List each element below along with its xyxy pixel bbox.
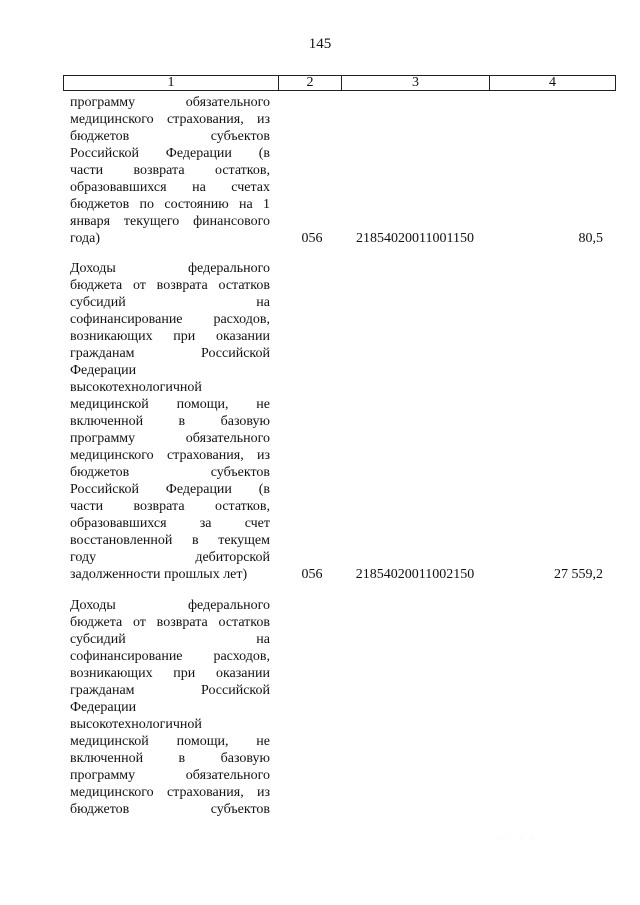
description-line: бюджета от возврата остатков bbox=[70, 615, 270, 630]
table-header-row bbox=[63, 75, 616, 91]
table-cell-amount: 80,5 bbox=[578, 231, 603, 246]
description-line: Российской Федерации (в bbox=[70, 482, 270, 497]
page-number: 145 bbox=[308, 36, 332, 52]
table-row-description bbox=[70, 260, 270, 583]
description-line: Федерации bbox=[70, 700, 137, 715]
table-cell-budget-code: 21854020011001150 bbox=[356, 231, 474, 246]
description-line: образовавшихся за счет bbox=[70, 516, 270, 531]
table-row-description bbox=[70, 94, 270, 247]
description-line: января текущего финансового bbox=[70, 214, 270, 229]
description-line: медицинской помощи, не bbox=[70, 397, 270, 412]
description-line: Федерации bbox=[70, 363, 137, 378]
column-header-3: 3 bbox=[342, 76, 490, 90]
description-line: части возврата остатков, bbox=[70, 499, 270, 514]
description-line: гражданам Российской bbox=[70, 346, 270, 361]
description-line: субсидий на bbox=[70, 295, 270, 310]
description-line: году дебиторской bbox=[70, 550, 270, 565]
description-line: медицинской помощи, не bbox=[70, 734, 270, 749]
description-line: субсидий на bbox=[70, 632, 270, 647]
table-cell-code: 056 bbox=[301, 567, 323, 582]
column-header-2: 2 bbox=[279, 76, 342, 90]
description-line: софинансирование расходов, bbox=[70, 312, 270, 327]
table-cell-code: 056 bbox=[301, 231, 323, 246]
table-cell-budget-code: 21854020011002150 bbox=[355, 567, 475, 582]
description-line: гражданам Российской bbox=[70, 683, 270, 698]
description-line: бюджетов субъектов bbox=[70, 802, 270, 817]
description-line: бюджетов по состоянию на 1 bbox=[70, 197, 270, 212]
description-line: задолженности прошлых лет) bbox=[70, 567, 248, 582]
description-line: медицинского страхования, из bbox=[70, 785, 270, 800]
table-row-description bbox=[70, 597, 270, 818]
description-line: медицинского страхования, из bbox=[70, 112, 270, 127]
description-line: бюджетов субъектов bbox=[70, 465, 270, 480]
description-line: возникающих при оказании bbox=[70, 666, 270, 681]
description-line: программу обязательного bbox=[70, 431, 270, 446]
description-line: восстановленной в текущем bbox=[70, 533, 270, 548]
table-cell-amount: 27 559,2 bbox=[554, 567, 603, 582]
description-line: возникающих при оказании bbox=[70, 329, 270, 344]
description-line: бюджета от возврата остатков bbox=[70, 278, 270, 293]
description-line: образовавшихся на счетах bbox=[70, 180, 270, 195]
description-line: включенной в базовую bbox=[70, 414, 270, 429]
description-line: Доходы федерального bbox=[70, 598, 270, 613]
description-line: программу обязательного bbox=[70, 768, 270, 783]
description-line: включенной в базовую bbox=[70, 751, 270, 766]
description-line: программу обязательного bbox=[70, 95, 270, 110]
description-line: медицинского страхования, из bbox=[70, 448, 270, 463]
column-header-1: 1 bbox=[64, 76, 279, 90]
scan-artifact: · · · · bbox=[497, 836, 538, 842]
description-line: высокотехнологичной bbox=[70, 380, 202, 395]
description-line: высокотехнологичной bbox=[70, 717, 202, 732]
description-line: бюджетов субъектов bbox=[70, 129, 270, 144]
description-line: Российской Федерации (в bbox=[70, 146, 270, 161]
description-line: софинансирование расходов, bbox=[70, 649, 270, 664]
description-line: части возврата остатков, bbox=[70, 163, 270, 178]
column-header-4: 4 bbox=[549, 75, 556, 90]
description-line: года) bbox=[70, 231, 100, 246]
description-line: Доходы федерального bbox=[70, 261, 270, 276]
